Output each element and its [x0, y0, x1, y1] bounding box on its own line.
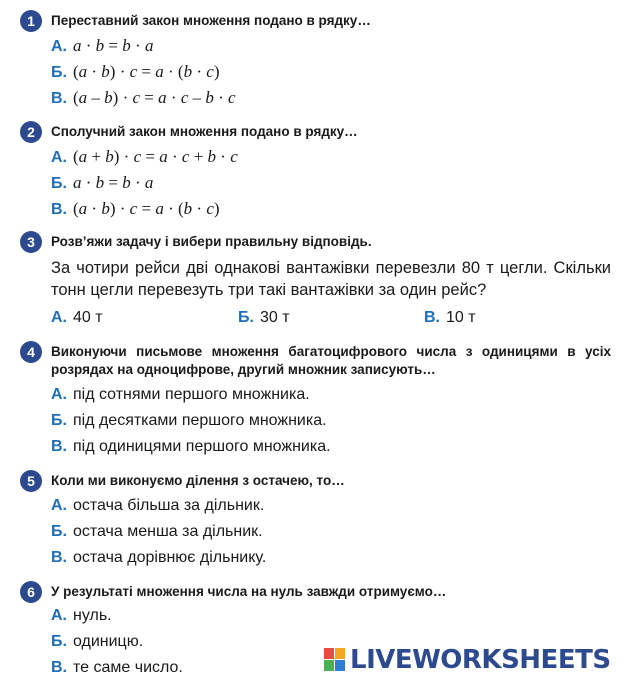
option-a[interactable]: [51, 385, 310, 405]
option-text: одиницю.: [72, 633, 144, 650]
math-variable: c: [230, 147, 238, 166]
question-number-badge: 6: [20, 581, 42, 603]
question-text: Розв’яжи задачу і вибери правильну відповідь.: [51, 234, 372, 249]
option-letter: Б.: [51, 175, 67, 192]
math-variable: a: [159, 147, 168, 166]
option-c[interactable]: [424, 308, 476, 328]
option-b[interactable]: [51, 62, 219, 83]
logo-text: LIVEWORKSHEETS: [350, 645, 611, 675]
option-a[interactable]: [51, 36, 153, 57]
math-expression: a · b = b · a: [72, 173, 154, 192]
math-variable: c: [206, 62, 214, 81]
option-letter: В.: [51, 201, 67, 218]
option-c[interactable]: [51, 548, 266, 568]
option-text: остача менша за дільник.: [72, 523, 263, 540]
liveworksheets-logo[interactable]: [324, 645, 611, 675]
math-variable: b: [183, 199, 193, 218]
option-b[interactable]: [51, 632, 143, 652]
option-letter: Б.: [51, 523, 67, 540]
question-text: У результаті множення числа на нуль завжди отримуємо…: [51, 584, 447, 599]
math-variable: a: [78, 62, 88, 81]
option-letter: Б.: [51, 633, 67, 650]
math-variable: c: [133, 147, 142, 166]
option-text: те саме число.: [73, 659, 183, 676]
option-letter: В.: [51, 438, 67, 455]
option-letter: А.: [51, 149, 67, 166]
question-text: Коли ми виконуємо ділення з остачею, то…: [51, 473, 345, 488]
question-text: Виконуючи письмове множення багатоцифрового числа з одиницями в усіх розрядах на одноцифрове, другий множник записують…: [51, 344, 611, 377]
question-text: Переставний закон множення подано в рядку…: [51, 13, 371, 28]
math-expression: (a · b) · c = a · (b · c): [72, 62, 220, 81]
math-variable: b: [122, 173, 131, 192]
option-c[interactable]: [51, 658, 183, 678]
option-letter: Б.: [51, 412, 67, 429]
math-variable: a: [144, 173, 154, 192]
math-variable: a: [144, 36, 154, 55]
math-variable: a: [78, 147, 88, 166]
question-number-badge: 2: [20, 121, 42, 143]
option-letter: А.: [51, 38, 67, 55]
option-b[interactable]: [238, 308, 290, 328]
option-text: остача дорівнює дільнику.: [73, 549, 267, 566]
math-variable: a: [78, 88, 88, 107]
math-variable: b: [101, 62, 110, 81]
option-letter: В.: [424, 309, 440, 326]
task-text: За чотири рейси дві однакові вантажівки перевезли 80 т цегли. Скільки тонн цегли перевезуть три такі вантажівки за один рейс?: [51, 259, 611, 299]
option-text: під одиницями першого множника.: [73, 438, 331, 455]
math-expression: (a · b) · c = a · (b · c): [73, 199, 220, 218]
question-number-badge: 1: [20, 10, 42, 32]
math-variable: a: [158, 88, 167, 107]
option-c[interactable]: [51, 437, 331, 457]
option-c[interactable]: [51, 88, 236, 109]
math-variable: c: [132, 88, 141, 107]
math-variable: b: [95, 36, 105, 55]
option-letter: А.: [51, 497, 67, 514]
option-letter: А.: [51, 386, 67, 403]
option-a[interactable]: [51, 606, 112, 626]
option-text: нуль.: [73, 607, 112, 624]
option-text: 30 т: [259, 309, 290, 326]
math-variable: b: [183, 62, 193, 81]
option-text: під десятками першого множника.: [72, 412, 327, 429]
option-b[interactable]: [51, 522, 263, 542]
option-letter: Б.: [51, 64, 67, 81]
option-text: під сотнями першого множника.: [73, 386, 310, 403]
option-a[interactable]: [51, 496, 264, 516]
math-variable: b: [207, 147, 217, 166]
math-variable: a: [78, 199, 88, 218]
option-b[interactable]: [51, 411, 327, 431]
question-number-badge: 3: [20, 231, 42, 253]
option-letter: А.: [51, 309, 67, 326]
question-number-badge: 5: [20, 470, 42, 492]
option-b[interactable]: [51, 173, 153, 194]
math-variable: b: [104, 88, 113, 107]
math-variable: b: [105, 147, 114, 166]
math-variable: c: [181, 147, 190, 166]
option-c[interactable]: [51, 199, 220, 220]
math-expression: (a – b) · c = a · c – b · c: [73, 88, 236, 107]
option-letter: Б.: [238, 309, 254, 326]
math-variable: b: [95, 173, 105, 192]
math-variable: c: [129, 62, 138, 81]
option-a[interactable]: [51, 147, 238, 168]
math-expression: (a + b) · c = a · c + b · c: [73, 147, 238, 166]
option-letter: В.: [51, 90, 67, 107]
option-letter: В.: [51, 659, 67, 676]
option-text: 40 т: [73, 309, 103, 326]
option-text: остача більша за дільник.: [73, 497, 265, 514]
math-variable: a: [72, 173, 82, 192]
math-variable: b: [205, 88, 214, 107]
option-a[interactable]: [51, 308, 103, 328]
option-text: 10 т: [446, 309, 476, 326]
math-variable: c: [228, 88, 236, 107]
question-number-badge: 4: [20, 341, 42, 363]
math-variable: c: [180, 88, 189, 107]
math-variable: a: [155, 62, 164, 81]
logo-badge-icon: [324, 648, 346, 672]
math-variable: a: [73, 36, 82, 55]
math-variable: c: [129, 199, 138, 218]
option-letter: А.: [51, 607, 67, 624]
math-variable: b: [101, 199, 110, 218]
option-letter: В.: [51, 549, 67, 566]
math-variable: a: [155, 199, 164, 218]
math-variable: b: [122, 36, 131, 55]
question-text: Сполучний закон множення подано в рядку…: [51, 124, 358, 139]
math-expression: a · b = b · a: [73, 36, 154, 55]
math-variable: c: [206, 199, 214, 218]
